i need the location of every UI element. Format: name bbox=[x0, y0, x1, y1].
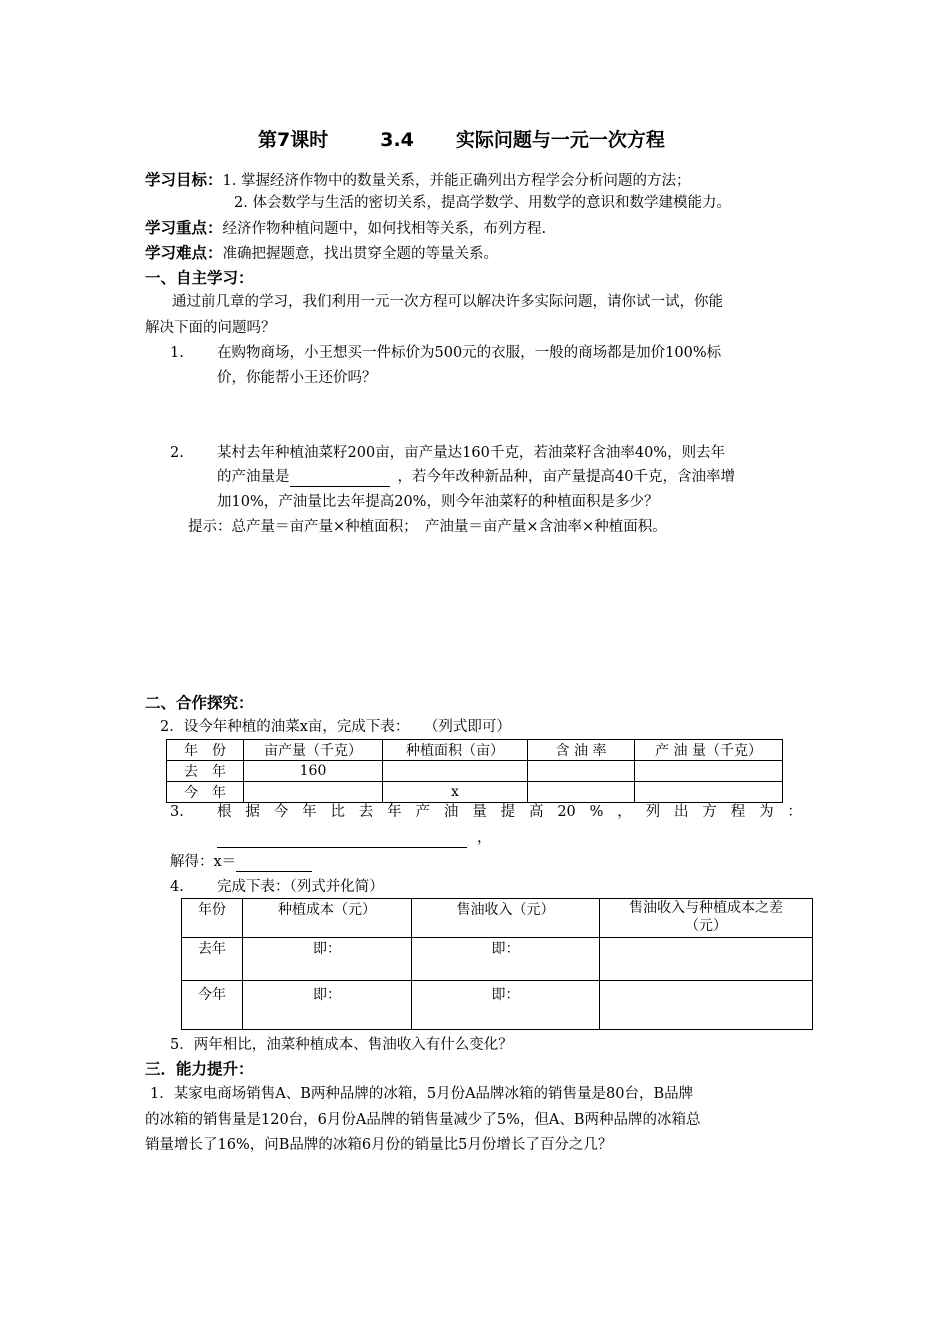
q3-char: 程 bbox=[730, 804, 746, 820]
goal-1: 1. 掌握经济作物中的数量关系，并能正确列出方程学会分析问题的方法； bbox=[222, 173, 691, 189]
q3-char: 20 bbox=[557, 804, 576, 820]
answer-blank[interactable] bbox=[290, 470, 390, 487]
q3-char: % bbox=[589, 804, 604, 820]
q3-char: 根 bbox=[217, 804, 232, 820]
table-cell[interactable] bbox=[635, 761, 783, 782]
table-row bbox=[182, 981, 813, 1030]
solution-blank[interactable] bbox=[236, 855, 312, 872]
table-header: 种植成本（元） bbox=[243, 899, 412, 938]
difficulty-text: 准确把握题意，找出贯穿全题的等量关系。 bbox=[222, 246, 499, 262]
problem-line-3: 销量增长了16%，问B品牌的冰箱6月份的销量比5月份增长了百分之几？ bbox=[145, 1137, 613, 1153]
table-cell[interactable] bbox=[528, 782, 635, 803]
s2-q2: 2．设今年种植的油菜x亩，完成下表： （列式即可） bbox=[160, 719, 511, 735]
focus: 学习重点：经济作物种植问题中，如何找相等关系，布列方程. bbox=[145, 219, 547, 237]
table-row bbox=[182, 938, 813, 981]
section-1-heading: 一、自主学习： bbox=[145, 269, 254, 287]
focus-text: 经济作物种植问题中，如何找相等关系，布列方程. bbox=[222, 221, 547, 237]
table-header: 售油收入与种植成本之差（元） bbox=[600, 899, 813, 938]
focus-label: 学习重点 bbox=[145, 219, 208, 237]
q4-number: 4. bbox=[170, 879, 184, 895]
q2-line-2 bbox=[217, 467, 735, 487]
table-cell: 160 bbox=[244, 761, 383, 782]
q1-line-2: 价，你能帮小王还价吗？ bbox=[217, 370, 377, 386]
table-header: 产 油 量（千克） bbox=[635, 740, 783, 761]
hint: 提示：总产量＝亩产量×种植面积； 产油量＝亩产量×含油率×种植面积。 bbox=[188, 519, 667, 535]
table-cell[interactable] bbox=[244, 782, 383, 803]
q2-text-a: 的产油量是 bbox=[217, 469, 290, 485]
table-cell[interactable]: 即： bbox=[243, 938, 412, 981]
table-header: 年 份 bbox=[167, 740, 244, 761]
q3-char: 高 bbox=[528, 804, 544, 820]
comma: ， bbox=[477, 830, 492, 846]
table-header: 售油收入（元） bbox=[412, 899, 600, 938]
problem-line-1: 1．某家电商场销售A、B两种品牌的冰箱，5月份A品牌冰箱的销售量是80台，B品牌 bbox=[150, 1086, 694, 1102]
table-header: 亩产量（千克） bbox=[244, 740, 383, 761]
q3-char: 比 bbox=[330, 804, 345, 820]
q3-char: 列 bbox=[645, 804, 661, 820]
table-cell: 去 年 bbox=[167, 761, 244, 782]
table-cell[interactable]: 即： bbox=[412, 938, 600, 981]
q1-number: 1. bbox=[170, 345, 184, 361]
q2-line-1: 某村去年种植油菜籽200亩，亩产量达160千克，若油菜籽含油率40%，则去年 bbox=[217, 445, 726, 461]
lesson-name: 实际问题与一元一次方程 bbox=[455, 129, 665, 151]
q2-line-3: 加10%，产油量比去年提高20%，则今年油菜籽的种植面积是多少？ bbox=[217, 494, 659, 510]
section-number: 3.4 bbox=[380, 129, 414, 151]
difficulty-label: 学习难点 bbox=[145, 244, 208, 262]
table-header: 年份 bbox=[182, 899, 243, 938]
q3-char: 据 bbox=[245, 804, 260, 820]
goals: 学习目标：1. 掌握经济作物中的数量关系，并能正确列出方程学会分析问题的方法； bbox=[145, 171, 691, 189]
table-cell: x bbox=[383, 782, 528, 803]
table-row bbox=[167, 761, 783, 782]
table-cell[interactable] bbox=[528, 761, 635, 782]
table-header: 种植面积（亩） bbox=[383, 740, 528, 761]
intro-line-1: 通过前几章的学习，我们利用一元一次方程可以解决许多实际问题，请你试一试，你能 bbox=[172, 294, 723, 310]
q3-text bbox=[217, 802, 802, 822]
problem-line-2: 的冰箱的销售量是120台，6月份A品牌的销售量减少了5%，但A、B两种品牌的冰箱总 bbox=[145, 1112, 701, 1128]
page-title bbox=[258, 130, 665, 150]
intro-line-2: 解决下面的问题吗？ bbox=[145, 320, 276, 336]
table-cell[interactable] bbox=[635, 782, 783, 803]
yield-table bbox=[166, 739, 783, 803]
table-cell[interactable]: 即： bbox=[412, 981, 600, 1030]
goal-2: 2. 体会数学与生活的密切关系，提高学数学、用数学的意识和数学建模能力。 bbox=[234, 195, 731, 211]
q3-char: 年 bbox=[387, 804, 402, 820]
table-row bbox=[167, 782, 783, 803]
table-cell[interactable] bbox=[383, 761, 528, 782]
q3-char: ， bbox=[617, 804, 632, 820]
q3-char: 提 bbox=[500, 804, 516, 820]
q3-equation-line bbox=[217, 828, 492, 848]
table-cell: 去年 bbox=[182, 938, 243, 981]
table-cell[interactable] bbox=[600, 981, 813, 1030]
equation-blank[interactable] bbox=[217, 831, 467, 848]
q3-char: 产 bbox=[415, 804, 431, 820]
q3-char: 今 bbox=[273, 804, 289, 820]
section-2-heading: 二、合作探究： bbox=[145, 694, 254, 712]
q5-text: 5．两年相比，油菜种植成本、售油收入有什么变化？ bbox=[170, 1037, 513, 1053]
q3-char: 去 bbox=[358, 804, 374, 820]
goals-label: 学习目标 bbox=[145, 171, 208, 189]
q1-line-1: 在购物商场，小王想买一件标价为500元的衣服，一般的商场都是加价100%标 bbox=[217, 345, 722, 361]
table-cell[interactable] bbox=[600, 938, 813, 981]
q3-char: 量 bbox=[472, 804, 487, 820]
cost-table bbox=[181, 898, 813, 1030]
q2-number: 2. bbox=[170, 445, 184, 461]
difficulty: 学习难点：准确把握题意，找出贯穿全题的等量关系。 bbox=[145, 244, 499, 262]
q3-char: 年 bbox=[302, 804, 317, 820]
table-cell: 今年 bbox=[182, 981, 243, 1030]
q4-text: 完成下表：（列式并化简） bbox=[217, 879, 384, 895]
q3-char: 油 bbox=[443, 804, 459, 820]
q3-char: 方 bbox=[702, 804, 717, 820]
section-3-heading: 三．能力提升： bbox=[145, 1060, 254, 1078]
solve-label: 解得：x＝ bbox=[170, 854, 237, 870]
table-header: 含 油 率 bbox=[528, 740, 635, 761]
table-cell[interactable]: 即： bbox=[243, 981, 412, 1030]
q3-char: 出 bbox=[673, 804, 689, 820]
lesson-number: 第7课时 bbox=[258, 129, 329, 151]
q2-text-b: ，若今年改种新品种，亩产量提高40千克，含油率增 bbox=[397, 469, 735, 485]
table-cell: 今 年 bbox=[167, 782, 244, 803]
solve-line bbox=[170, 852, 312, 872]
q3-number: 3. bbox=[170, 804, 184, 820]
q3-char: ： bbox=[787, 804, 802, 820]
q3-char: 为 bbox=[759, 804, 774, 820]
